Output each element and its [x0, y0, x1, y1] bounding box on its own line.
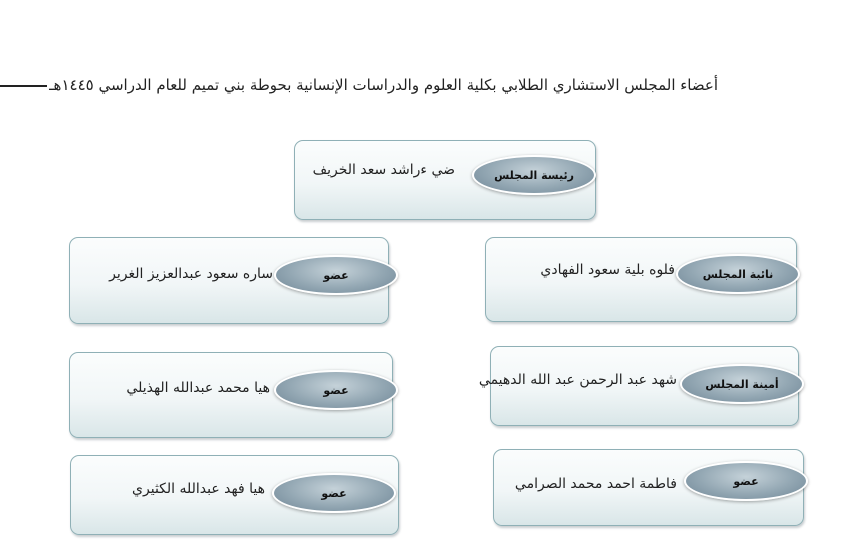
role-badge: عضو	[274, 370, 398, 410]
role-badge: عضو	[274, 255, 398, 295]
member-name: فاطمة احمد محمد الصرامي	[514, 476, 677, 492]
role-badge: عضو	[684, 461, 808, 501]
title-text: أعضاء المجلس الاستشاري الطلابي بكلية العلوم والدراسات الإنسانية بحوطة بني تميم للعام الدراسي ١٤٤٥هـ	[49, 76, 718, 94]
page-title	[8, 76, 718, 94]
member-name: هيا محمد عبدالله الهذيلي	[126, 380, 270, 396]
role-badge: عضو	[272, 473, 396, 513]
member-name: فلوه بلية سعود الفهادي	[540, 262, 675, 278]
role-badge: نائبة المجلس	[676, 254, 800, 294]
role-badge: رئيسة المجلس	[472, 155, 596, 195]
member-name: ساره سعود عبدالعزيز الغرير	[109, 266, 273, 282]
role-badge: أمينة المجلس	[680, 364, 804, 404]
title-underline	[0, 85, 47, 87]
member-name: ضي ءراشد سعد الخريف	[312, 162, 455, 178]
member-name: هيا فهد عبدالله الكثيري	[132, 481, 265, 497]
member-name: شهد عبد الرحمن عبد الله الدهيمي	[478, 372, 677, 388]
